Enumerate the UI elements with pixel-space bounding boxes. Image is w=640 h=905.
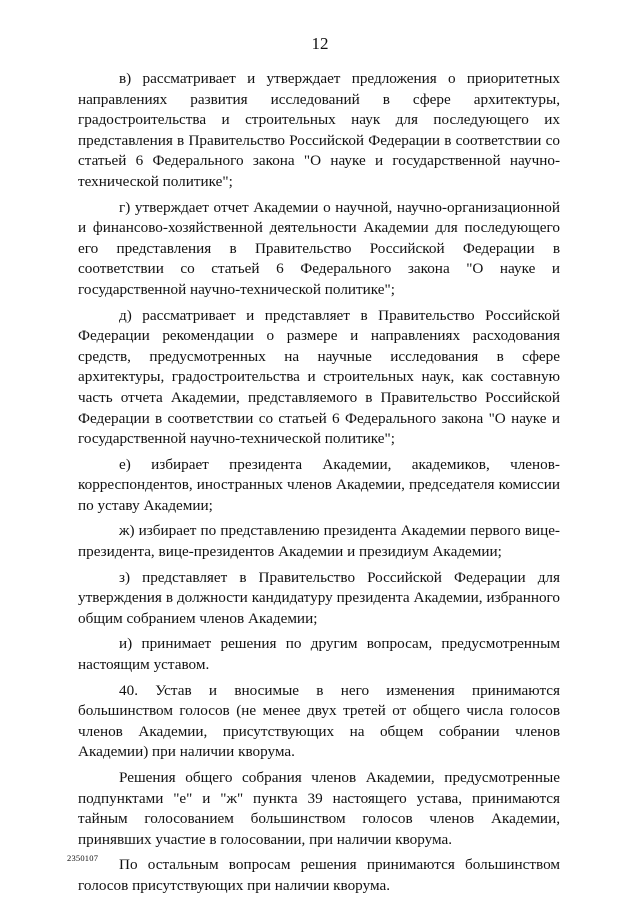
paragraph-item-i: и) принимает решения по другим вопросам, предусмотренным настоящим уставом. [78, 635, 560, 674]
document-body [78, 69, 560, 897]
paragraph-item-zh: ж) избирает по представлению президента Академии первого вице-президента, вице-президентов Академии и президиум Академии; [78, 522, 560, 561]
paragraph-item-d: д) рассматривает и представляет в Правительство Российской Федерации рекомендации о размере и направлениях расходования средств, предусмотренных на научные исследования в сфере архитектуры, градостроительства и строительных наук, как составную часть отчета Академии, представляемого в Правительство Российской Федерации в соответствии со статьей 6 Федерального закона "О науке и государственной научно-технической политике"; [78, 306, 560, 448]
page-number: 12 [311, 34, 329, 53]
paragraph-item-e: е) избирает президента Академии, академиков, членов-корреспондентов, иностранных членов Академии, председателя комиссии по уставу Академии; [78, 455, 560, 514]
paragraph-other-questions: По остальным вопросам решения принимаются большинством голосов присутствующих при наличии кворума. [78, 856, 560, 894]
paragraph-item-g: г) утверждает отчет Академии о научной, научно-организационной и финансово-хозяйственной деятельности Академии для последующего его представления в Правительство Российской Федерации в соответствии со статьей 6 Федерального закона "О науке и государственной научно-технической политике"; [78, 198, 560, 298]
paragraph-clause-40: 40. Устав и вносимые в него изменения принимаются большинством голосов (не менее двух третей от общего числа голосов членов Академии, присутствующих на общем собрании членов Академии) при наличии кворума. [78, 681, 560, 761]
document-code: 2350107 [67, 853, 99, 863]
paragraph-item-v: в) рассматривает и утверждает предложения о приоритетных направлениях развития исследований в сфере архитектуры, градостроительства и строительных наук для последующего их представления в Правительство Российской Федерации в соответствии со статьей 6 Федерального закона "О науке и государственной научно-технической политике"; [78, 70, 560, 190]
paragraph-item-z: з) представляет в Правительство Российской Федерации для утверждения в должности кандидатуру президента Академии, избранного общим собранием членов Академии; [78, 568, 560, 627]
paragraph-secret-ballot: Решения общего собрания членов Академии, предусмотренные подпунктами "е" и "ж" пункта 39 настоящего устава, принимаются тайным голосованием большинством голосов членов Академии, принявших участие в голосовании, при наличии кворума. [78, 769, 560, 848]
